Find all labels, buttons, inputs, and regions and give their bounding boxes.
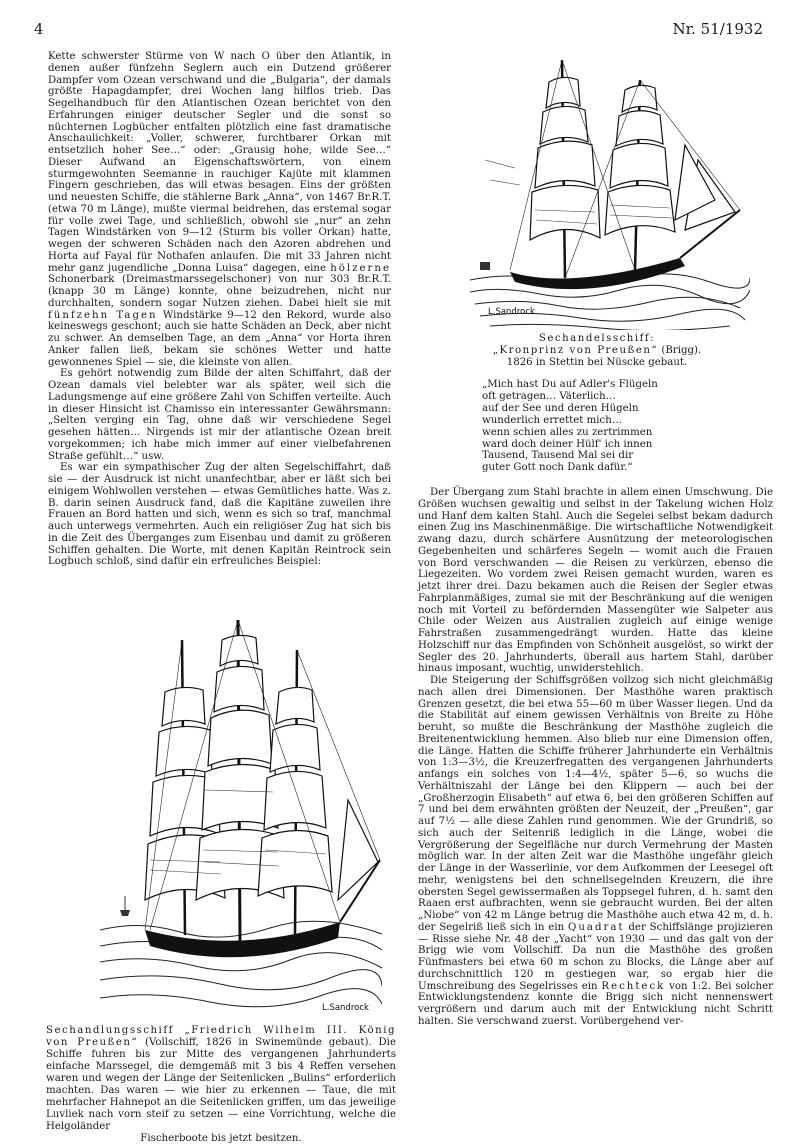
left-paragraph-3: Es war ein sympathischer Zug der alten Segelschiffahrt, daß sie — der Ausdruck ist nicht unanfechtbar, aber er läßt sich bei einigem Wohlwollen verstehen — etwas Gemütliches hatte. Was z. B. darin seinen Ausdruck fand, daß die Kapitäne zuweilen ihre Frauen an Bord hatten und sich, wenn es sich so traf, manchmal auch unterwegs vermehrten. Auch ein religiöser Zug hat sich bis in die Zeit des Überganges zum Eisenbau und damit zu größeren Schiffen gehalten. Die Worte, mit denen Kapitän Reintrock sein Logbuch schloß, sind dafür ein erfreuliches Beispiel: xyxy=(48,462,391,568)
fullship-caption-detail: (Vollschiff, 1826 in Swinemünde gebaut). xyxy=(144,1037,372,1048)
page-number: 4 xyxy=(34,20,44,38)
fullship-illustration xyxy=(100,600,382,1022)
fullship-caption-title: Sechandlungsschiff „Friedrich Wilhelm III. König von Preußen“ xyxy=(46,1025,396,1048)
left-paragraph-1: Kette schwerster Stürme von W nach O über den Atlantik, in denen außer fünfzehn Seglern auch ein Dutzend größerer Dampfer vom Ozean verschwand und die „Bulgaria“, der damals größte Hapagdampfer, drei Wochen lang hilflos trieb. Das Segelhandbuch für den Atlantischen Ozean berichtet von den Erfahrungen einiger deutscher Segler und die sonst so nüchternen Logbücher entfalten plötzlich eine fast dramatische Anschaulichkeit: „Voller, schwerer, furchtbarer Orkan mit entsetzlich hoher See…“ oder: „Grausig hohe, wilde See…“ Dieser Aufwand an Eigenschaftswörtern, von einem sturmgewohnten Seemanne in rauchiger Kajüte mit klammen Fingern geschrieben, das will etwas besagen. Eins der größten und neuesten Schiffe, die stählerne Bark „Anna“, von 1467 Br.R.T. (etwa 70 m Länge), mußte viermal beidrehen, das erstemal sogar für volle zwei Tage, und schließlich, obwohl sie „nur“ an zehn Tagen Windstärken von 9—12 (Sturm bis voller Orkan) hatte, wegen der schweren Schäden nach den Azoren abdrehen und Horta auf Fayal für Nothafen anlaufen. Die mit 33 Jahren nicht mehr ganz jugendliche „Donna Luisa“ dagegen, eine hölzerne Schonerbark (Dreimastmarssegelschoner) von nur 303 Br.R.T. (knapp 30 m Länge) konnte, ohne beizudrehen, nicht nur durchhalten, sondern sogar Nutzen ziehen. Dabei hielt sie mit fünfzehn Tagen Windstärke 9—12 den Rekord, wurde also keineswegs geschont; auch sie hatte Schäden an Deck, aber nicht zu schwer. An demselben Tage, an dem „Anna“ vor Horta ihren Anker fallen ließ, bekam sie schönes Wetter und hatte gewonnenes Spiel — sie, die kleinste von allen. xyxy=(48,51,391,368)
left-column-text xyxy=(48,51,391,568)
right-paragraph-2: Die Steigerung der Schiffsgrößen vollzog sich nicht gleichmäßig nach allen drei Dimensionen. Der Masthöhe waren praktisch Grenzen gesetzt, die bei etwa 55—60 m über Wasser liegen. Und da die Stabilität auf einem gewissen Verhältnis von Breite zu Höhe beruht, so mußte die Beschränkung der Masthöhe zugleich die Breitenentwicklung hemmen. Also blieb nur eine Dimension offen, die Länge. Hatten die Schiffe früherer Jahrhunderte ein Verhältnis von 1:3—3½, die Kreuzerfregatten des vergangenen Jahrhunderts anfangs ein solches von 1:4—4½, später 5—6, so wuchs die Verhältniszahl der Länge bei den Klippern — auch bei der „Großherzogin Elisabeth“ auf etwa 6, bei den größeren Schiffen auf 7 und bei dem erwähnten größten der Neuzeit, der „Preußen“, gar auf 7½ — alle diese Zahlen rund genommen. Wie der Grundriß, so sich auch der Seitenriß lediglich in die Länge, wobei die Vergrößerung der Segelfläche nur durch Vermehrung der Masten möglich war. In der alten Zeit war die Masthöhe ungefähr gleich der Länge in der Wasserlinie, vor dem Aufkommen der Leesegel oft mehr, wenigstens bei den schnellsegelnden Kreuzern, die ihre obersten Segel gewissermaßen als Toppsegel fuhren, d. h. samt den Raaen erst aufbrachten, wenn sie gebraucht wurden. Bei der alten „Niobe“ von 42 m Länge betrug die Masthöhe auch etwa 42 m, d. h. der Segelriß ließ sich in ein Quadrat der Schiffslänge projizieren — Risse siehe Nr. 48 der „Yacht“ von 1930 — und das galt von der Brigg wie vom Vollschiff. Da nun die Masthöhe des großen Fünfmasters bei etwa 60 m schon zu Blocks, die Länge aber auf durchschnittlich 120 m gestiegen war, so ergab hier die Umschreibung des Segelrisses ein Rechteck von 1:2. Bei solcher Entwicklungstendenz konnte die Brigg sich nicht nennenswert vergrößern und darum auch mit der Entwicklung nicht Schritt halten. Sie verschwand zuerst. Vorübergehend ver- xyxy=(418,675,774,1027)
brig-caption-line3: 1826 in Stettin bei Nüscke gebaut. xyxy=(506,357,688,368)
fullship-caption xyxy=(46,1025,396,1145)
poem-line: ward doch deiner Hülf' ich innen xyxy=(482,438,653,450)
fullship-caption-last: Fischerboote bis jetzt besitzen. xyxy=(140,1133,302,1144)
brig-caption-line2: „Kronprinz von Preußen“ (Brigg). xyxy=(492,345,702,356)
poem-line: oft getragen… Väterlich… xyxy=(482,390,616,402)
poem-line: auf der See und deren Hügeln xyxy=(482,402,639,414)
brig-caption xyxy=(418,333,776,369)
left-paragraph-2: Es gehört notwendig zum Bilde der alten Schiffahrt, daß der Ozean damals viel belebter war als später, weil sich die Ladungsmenge auf eine größere Zahl von Schiffen verteilte. Auch in dieser Hinsicht ist Chamisso ein interessanter Gewährsmann: „Selten verging ein Tag, ohne daß wir verschiedene Segel gesehen hätten… Nirgends ist mir der atlantische Ozean breit vorgekommen; ich habe mich immer auf einer vielbefahrenen Straße gefühlt…“ usw. xyxy=(48,368,391,462)
right-column-text xyxy=(418,487,773,1028)
brig-caption-line1: Sechandelsschiff: xyxy=(538,333,656,344)
issue-number: Nr. 51/1932 xyxy=(672,20,763,38)
right-paragraph-1: Der Übergang zum Stahl brachte in allem einen Umschwung. Die Größen wuchsen gewaltig und selbst in der Takelung wichen Holz und Hanf dem kalten Stahl. Auch die Segelei selbst bekam dadurch einen Zug ins Maschinenmäßige. Die wirtschaftliche Notwendigkeit zwang dazu, durch schärfere Ausnützung der meteorologischen Gegebenheiten und schärferes Segeln — womit auch die Frauen von Bord verschwanden — die Reisen zu verkürzen, ebenso die Liegezeiten. Wo vordem zwei Reisen gemacht wurden, waren es jetzt ihrer drei. Dazu bekamen auch die Reisen der Segler etwas Fahrplanmäßiges, zumal sie mit der Beschränkung auf die wenigen noch mit Vorteil zu befördernden Massengüter wie Salpeter aus Chile oder Weizen aus Australien zugleich auf einige wenige Fahrstraßen zusammengedrängt wurden. Hatte das kleine Holzschiff nur das Empfinden von Schönheit ausgelöst, so wirkt der Segler des 20. Jahrhunderts, überall aus hartem Stahl, darüber hinaus imposant, wuchtig, unwiderstehlich. xyxy=(418,487,773,675)
poem-line: Tausend, Tausend Mal sei dir xyxy=(482,450,634,462)
poem-line: wenn schien alles zu zertrimmen xyxy=(482,426,653,438)
fullship-signature: L.Sandrock xyxy=(322,1003,369,1013)
poem-line: wunderlich errettet mich… xyxy=(482,414,623,426)
fullship-caption-text: Die Schiffe fuhren bis zur Mitte des vergangenen Jahrhunderts einfache Marssegel, die demgemäß mit 3 bis 4 Reffen versehen waren und wegen der Länge der Seitenlicken „Bulins“ erforderlich machten. Das waren — wie hier zu erkennen — Taue, die mit mehrfacher Hahnepot an die Seitenlicken griffen, um das jeweilige Luvliek nach vorn steif zu setzen — eine Vorrichtung, welche die Helgoländer xyxy=(46,1037,396,1132)
brig-signature: L.Sandrock xyxy=(488,307,535,317)
brig-ship-illustration xyxy=(470,40,750,330)
poem-line: „Mich hast Du auf Adler's Flügeln xyxy=(482,379,658,390)
poem-line: guter Gott noch Dank dafür.“ xyxy=(482,462,633,474)
poem-quote xyxy=(482,379,752,474)
